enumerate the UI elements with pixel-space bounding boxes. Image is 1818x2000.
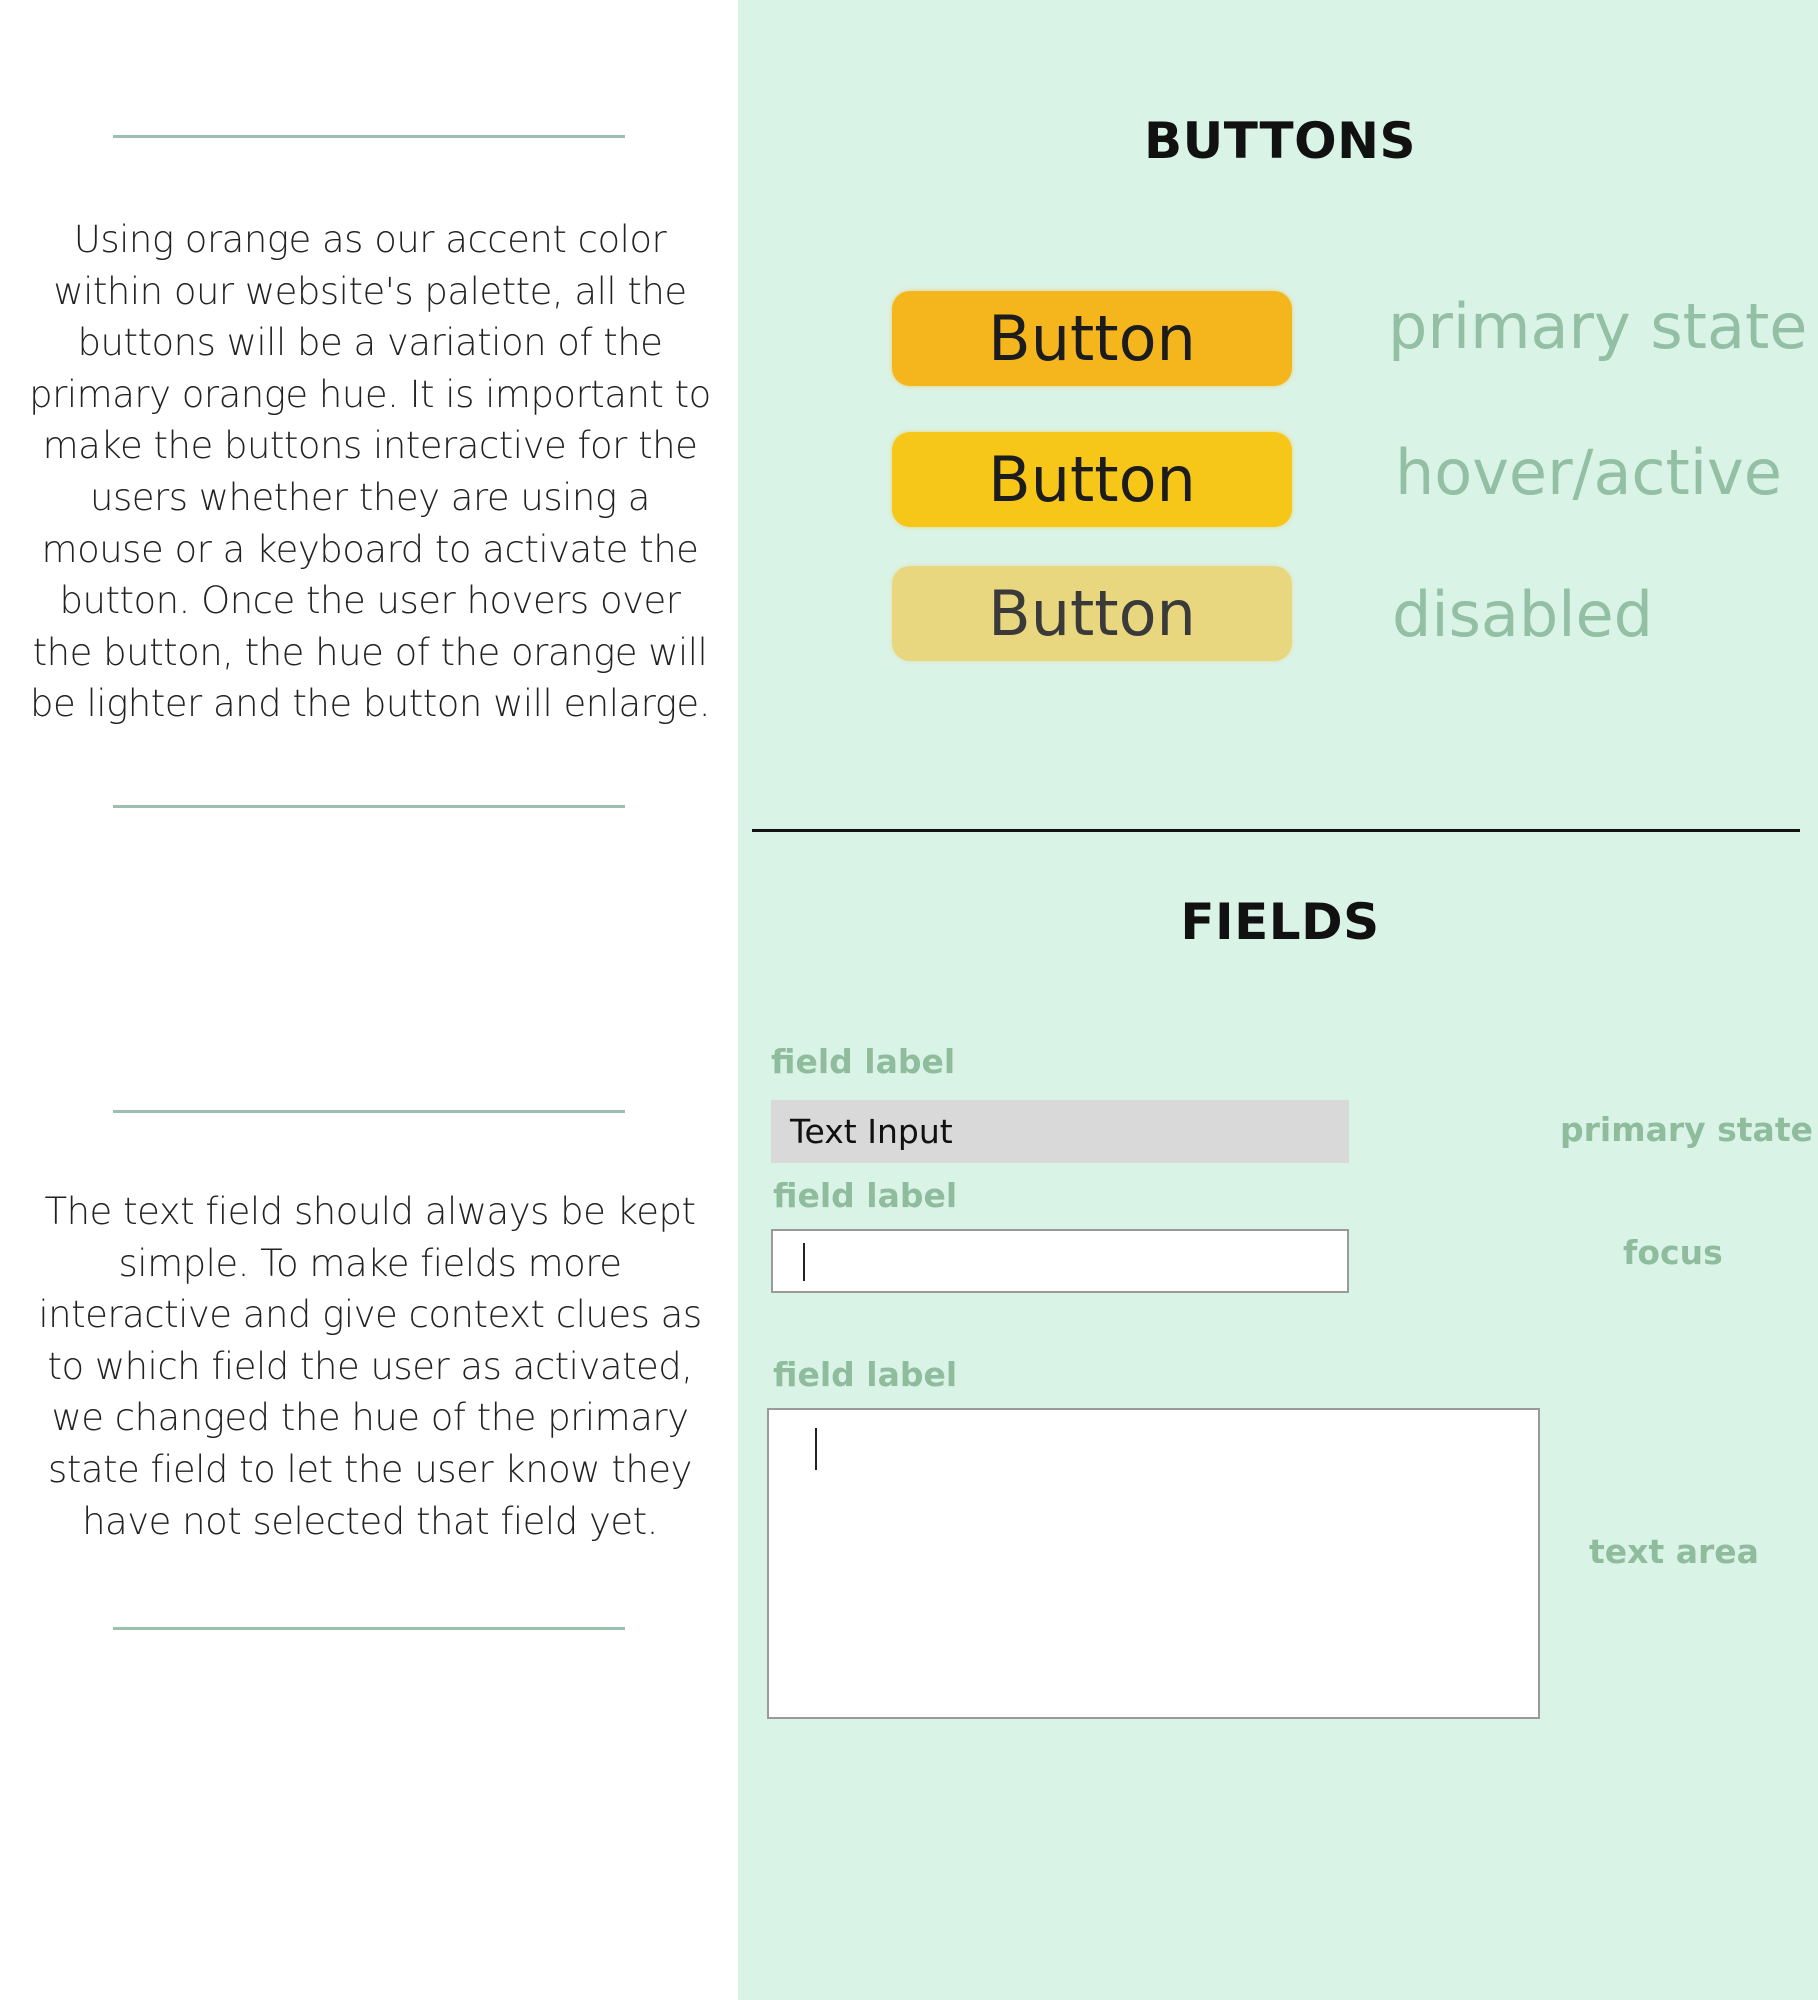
disabled-label: disabled: [1392, 578, 1653, 651]
text-input-primary[interactable]: [771, 1100, 1349, 1163]
divider-line: [113, 135, 625, 138]
text-area[interactable]: [767, 1408, 1540, 1719]
divider-line: [113, 1627, 625, 1630]
text-caret: [815, 1428, 817, 1470]
text-input-value: Text Input: [790, 1112, 953, 1151]
field-label: field label: [773, 1176, 958, 1215]
primary-state-label: primary state: [1388, 290, 1808, 363]
field-label: field label: [771, 1042, 956, 1081]
text-input-focus[interactable]: [771, 1229, 1349, 1293]
fields-description: The text field should always be kept simple. To make fields more interactive and give context clues as to which field the user as activated, we changed the hue of the primary state field to let the user know they have not selected that field yet.: [38, 1190, 702, 1543]
primary-state-label: primary state: [1560, 1110, 1813, 1149]
primary-button[interactable]: Button: [892, 291, 1292, 386]
description-column: [0, 0, 738, 2000]
buttons-description: Using orange as our accent color within our website's palette, all the buttons will be a variation of the primary orange hue. It is important to make the buttons interactive for the users whether they are using a mouse or a keyboard to activate the button. Once the user hovers over the button, the hue of the orange will be lighter and the button will enlarge.: [29, 218, 711, 726]
hover-active-button[interactable]: Button: [892, 432, 1292, 527]
disabled-button: Button: [892, 566, 1292, 661]
focus-label: focus: [1623, 1233, 1723, 1272]
text-caret: [803, 1243, 805, 1281]
buttons-heading: BUTTONS: [1144, 112, 1416, 170]
divider-line: [113, 805, 625, 808]
fields-heading: FIELDS: [1180, 893, 1380, 951]
section-divider: [752, 829, 1800, 832]
text-area-label: text area: [1589, 1532, 1759, 1571]
field-label: field label: [773, 1355, 958, 1394]
divider-line: [113, 1110, 625, 1113]
hover-active-label: hover/active: [1395, 436, 1782, 509]
